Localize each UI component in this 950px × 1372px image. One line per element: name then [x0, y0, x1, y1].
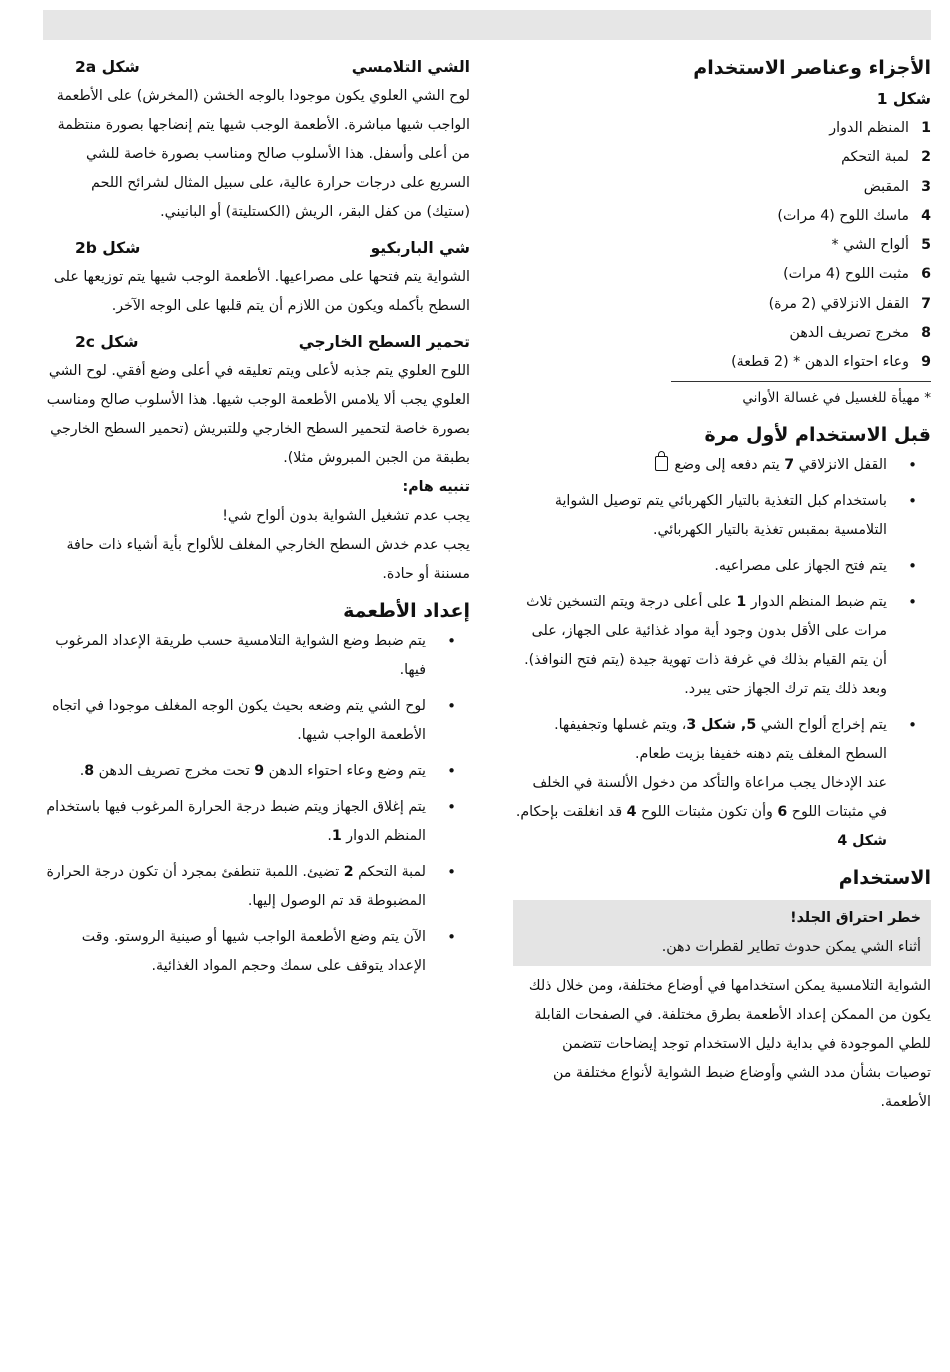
list-item: 7 القفل الانزلاقي (2 مرة) [768, 295, 931, 312]
warning-box [513, 900, 931, 966]
contact-heading [45, 52, 470, 82]
browning-text: اللوح العلوي يتم جذبه لأعلى ويتم تعليقه في أعلى وضع أفقي. لوح الشي العلوي يجب ألا يلامس الأطعمة الوجب شيها. هذا الأسلوب صالح ومناسب بصورة خاصة لتحمير السطح الخارجي وللتبريش (تحمير السطح الخارجي بطبقة من الجبن المبروش مثلا). [46, 363, 470, 466]
figure-2b-label: شكل 2b [75, 239, 141, 257]
contact-text: لوح الشي العلوي يكون موجودا بالوجه الخشن (المخرش) على الأطعمة الواجب شيها مباشرة. الأطعمة الوجب شيها يتم إنضاجها بصورة منتظمة من أعلى وأسفل. هذا الأسلوب صالح ومناسب بصورة خاصة للشي السريع على درجات حرارة عالية، على سبيل المثال لشرائح اللحم (ستيك) من كفل البقر، الريش (الكستليتة) أو البانيني. [56, 88, 470, 220]
list-item: 9 وعاء احتواء الدهن * (2 قطعة) [731, 354, 931, 371]
bbq-title: شي الباربكيو [370, 239, 470, 257]
list-item: • يتم ضبط المنظم الدوار 1 على أعلى درجة ويتم التسخين ثلاث مرات على الأقل بدون وجود أية مواد غذائية على الجهاز، على أن يتم القيام بذلك في غرفة ذات تهوية جيدة (يتم فتح النوافذ). وبعد ذلك يتم ترك الجهاز حتى يبرد. [513, 588, 931, 704]
dishwasher-note: * مهيأة للغسيل في غسالة الأواني [671, 381, 931, 413]
usage-title: الاستخدام [838, 866, 931, 889]
list-item: 2 لمبة التحكم [841, 149, 931, 166]
list-item: • يتم إخراج ألواح الشي 5, شكل 3، ويتم غسلها وتجفيفها. السطح المغلف يتم دهنه خفيفا بزيت طعام. [513, 711, 931, 769]
figure-2c-label: شكل 2c [75, 333, 139, 351]
list-item: • لمبة التحكم 2 تضيئ. اللمبة تنطفئ بمجرد أن تكون درجة الحرارة المضبوطة قد تم الوصول إليها. [45, 858, 470, 916]
important-line-1: يجب عدم تشغيل الشواية بدون ألواح شي! [222, 508, 470, 524]
list-item: • يتم ضبط وضع الشواية التلامسية حسب طريقة الإعداد المرغوب فيها. [45, 627, 470, 685]
usage-text: الشواية التلامسية يمكن استخدامها في أوضاع مختلفة، ومن خلال ذلك يكون من الممكن إعداد الأطعمة بطرق مختلفة. في الصفحات القابلة للطي الموجودة في بداية دليل الاستخدام توجد إيضاحات تتضمن توصيات بشأن مدد الشي وأوضاع ضبط الشواية لأنواع مختلفة من الأطعمة. [528, 977, 931, 1110]
browning-heading [45, 327, 470, 357]
list-item: • يتم إغلاق الجهاز ويتم ضبط درجة الحرارة المرغوب فيها باستخدام المنظم الدوار 1. [45, 793, 470, 851]
first-use-title: قبل الاستخدام لأول مرة [704, 423, 931, 446]
insert-note: عند الإدخال يجب مراعاة والتأكد من دخول الألسنة في الخلف في مثبتات اللوح 6 وأن تكون مثبتات اللوح 4 قد انغلقت بإحكام. شكل 4 [515, 774, 887, 849]
list-item: 8 مخرج تصريف الدهن [789, 325, 931, 342]
list-item: • لوح الشي يتم وضعه بحيث يكون الوجه المغلف موجودا في اتجاه الأطعمة الواجب شيها. [45, 692, 470, 750]
header-bar [43, 10, 931, 40]
list-item: • يتم وضع وعاء احتواء الدهن 9 تحت مخرج تصريف الدهن 8. [45, 757, 470, 786]
warning-text: أثناء الشي يمكن حدوث تطاير لقطرات دهن. [661, 938, 921, 955]
list-item: • القفل الانزلاقي 7 يتم دفعه إلى وضع [513, 451, 931, 480]
figure-1-label: شكل 1 [876, 90, 931, 108]
list-item: 5 ألواح الشي * [831, 237, 931, 254]
important-label: تنبيه هام: [402, 479, 470, 495]
prep-list [45, 627, 470, 981]
parts-title: الأجزاء وعناصر الاستخدام [693, 57, 931, 79]
first-use-list [513, 451, 931, 769]
bbq-heading [45, 233, 470, 263]
list-item: 1 المنظم الدوار [829, 120, 931, 136]
figure-2a-label: شكل 2a [75, 58, 140, 76]
lock-icon [655, 456, 668, 471]
left-column [45, 52, 470, 988]
right-column [513, 52, 931, 1117]
list-item: • يتم فتح الجهاز على مصراعيه. [513, 552, 931, 581]
parts-list [513, 114, 931, 378]
list-item: • باستخدام كبل التغذية بالتيار الكهربائي يتم توصيل الشواية التلامسية بمقبس تغذية بالتيار الكهربائي. [513, 487, 931, 545]
warning-title: خطر احتراق الجلد! [790, 909, 921, 926]
important-line-2: يجب عدم خدش السطح الخارجي المغلف للألواح بأية أشياء ذات حافة مسننة أو حادة. [66, 537, 470, 582]
browning-title: تحمير السطح الخارجي [298, 333, 470, 351]
list-item: 6 مثبت اللوح (4 مرات) [783, 266, 931, 283]
list-item: • الآن يتم وضع الأطعمة الواجب شيها أو صينية الروستو. وقت الإعداد يتوقف على سمك وحجم المواد الغذائية. [45, 923, 470, 981]
list-item: 3 المقبض [863, 178, 931, 195]
list-item: 4 ماسك اللوح (4 مرات) [777, 207, 931, 224]
contact-title: الشي التلامسي [351, 58, 470, 76]
bbq-text: الشواية يتم فتحها على مصراعيها. الأطعمة الوجب شيها يتم توزيعها على السطح بأكمله ويكون من اللازم أن يتم قلبها على الوجه الآخر. [53, 269, 470, 314]
prep-title: إعداد الأطعمة [343, 600, 470, 622]
